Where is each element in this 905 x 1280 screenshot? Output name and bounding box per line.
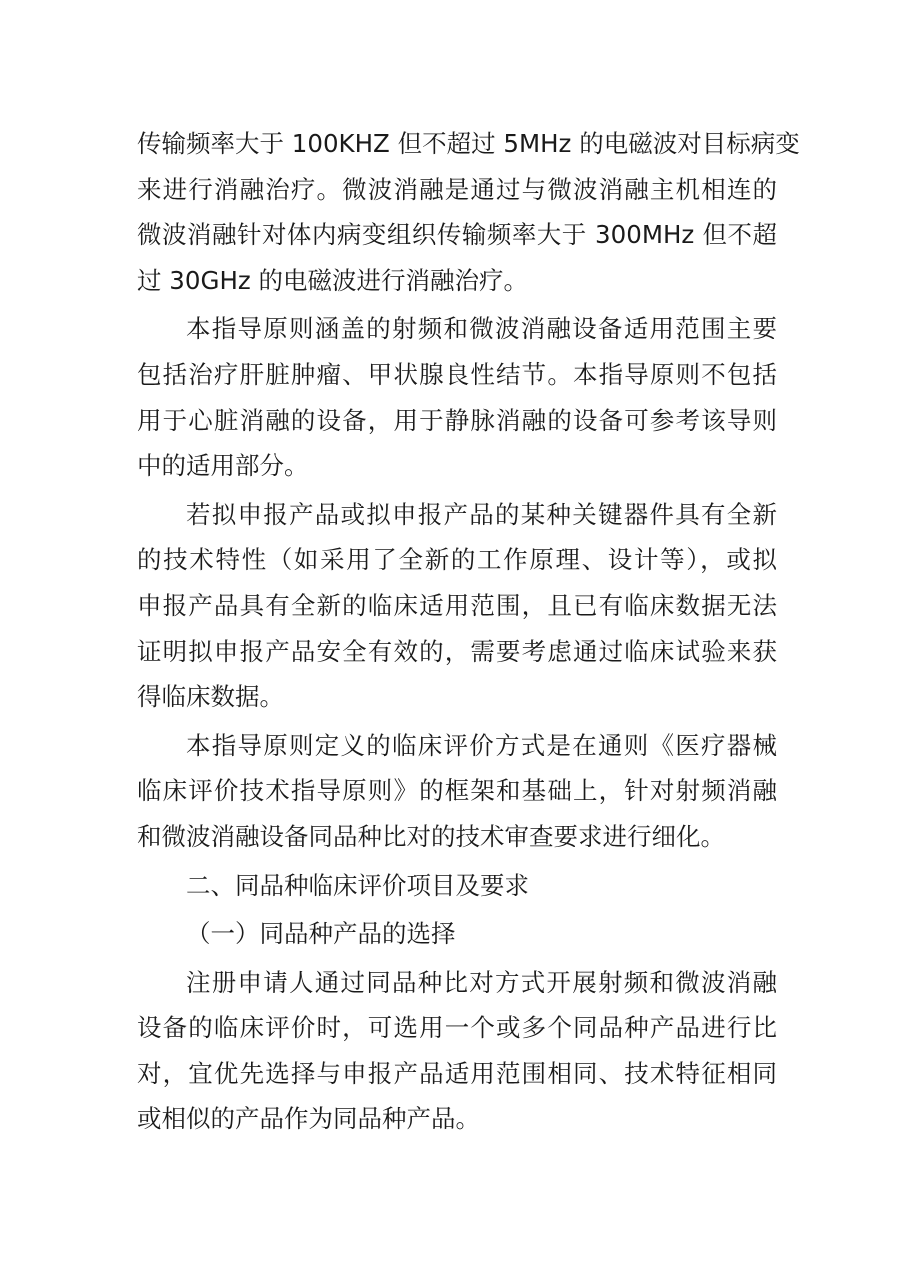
text-line: 注册申请人通过同品种比对方式开展射频和微波消融 (186, 967, 777, 997)
text-line: 用于心脏消融的设备，用于静脉消融的设备可参考该导则 (137, 405, 777, 435)
text-line: 包括治疗肝脏肿瘤、甲状腺良性结节。本指导原则不包括 (137, 359, 777, 389)
text-line: 本指导原则涵盖的射频和微波消融设备适用范围主要 (186, 314, 777, 344)
subsection-heading (137, 911, 777, 957)
document-body (137, 121, 800, 1142)
paragraph-evaluation-method (137, 723, 777, 860)
text-line: 证明拟申报产品安全有效的，需要考虑通过临床试验来获 (137, 636, 777, 666)
text-line: 设备的临床评价时，可选用一个或多个同品种产品进行比 (137, 1013, 777, 1043)
text-line: 过 30GHz 的电磁波进行消融治疗。 (137, 265, 529, 295)
paragraph-scope (137, 306, 777, 488)
section-heading-text: 二、同品种临床评价项目及要求 (186, 870, 529, 900)
section-heading (137, 863, 777, 909)
text-line: 微波消融针对体内病变组织传输频率大于 300MHz 但不超 (137, 220, 777, 250)
text-line: 临床评价技术指导原则》的框架和基础上，针对射频消融 (137, 776, 777, 806)
text-line: 申报产品具有全新的临床适用范围，且已有临床数据无法 (137, 590, 777, 620)
text-line: 本指导原则定义的临床评价方式是在通则《医疗器械 (186, 730, 777, 760)
text-line: 传输频率大于 100KHZ 但不超过 5MHz 的电磁波对目标病变 (137, 129, 800, 158)
paragraph-clinical-trial-requirement (137, 492, 777, 720)
text-line: 的技术特性（如采用了全新的工作原理、设计等），或拟 (137, 545, 777, 575)
paragraph-product-selection (137, 960, 777, 1142)
text-line: 或相似的产品作为同品种产品。 (137, 1104, 480, 1134)
text-line: 中的适用部分。 (137, 451, 309, 481)
text-line: 对，宜优先选择与申报产品适用范围相同、技术特征相同 (137, 1058, 777, 1088)
text-line: 得临床数据。 (137, 682, 284, 712)
text-line: 若拟申报产品或拟申报产品的某种关键器件具有全新 (186, 499, 777, 529)
text-line: 和微波消融设备同品种比对的技术审查要求进行细化。 (137, 821, 725, 851)
subsection-heading-text: （一）同品种产品的选择 (186, 919, 456, 949)
text-line: 来进行消融治疗。微波消融是通过与微波消融主机相连的 (137, 174, 777, 204)
paragraph-rf-microwave-definition (137, 121, 800, 303)
